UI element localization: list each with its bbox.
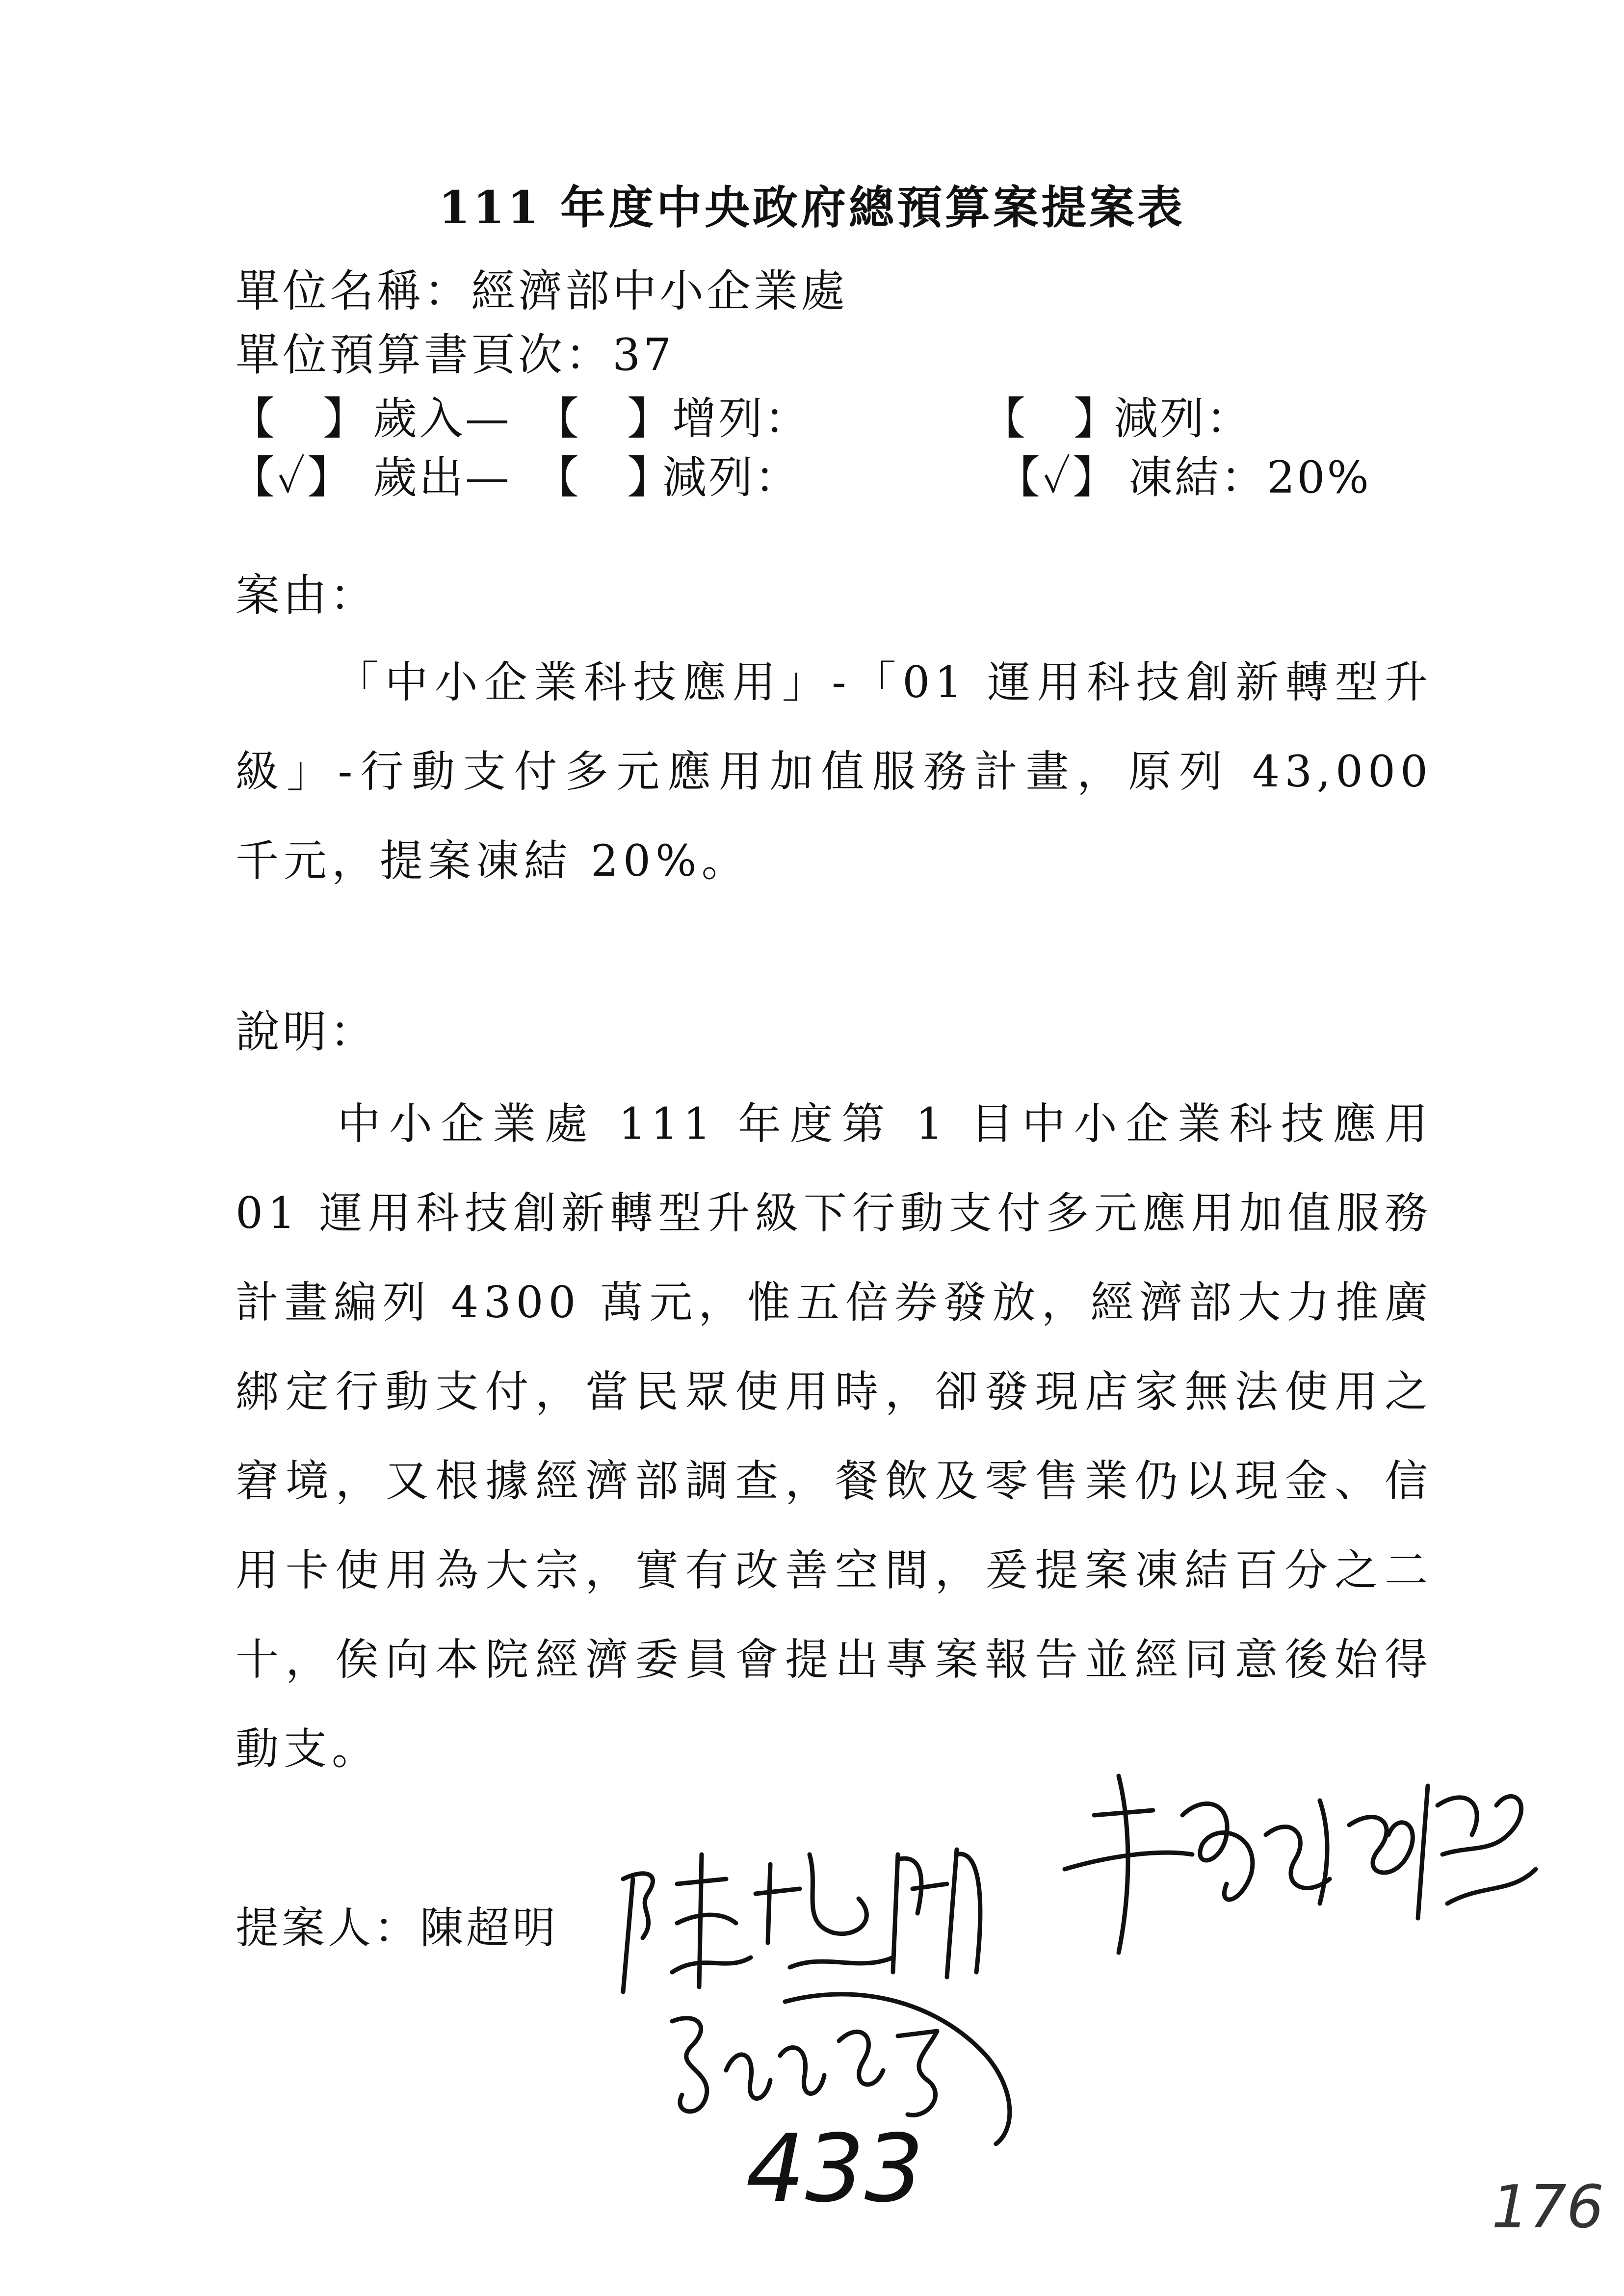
reason-heading: 案由： — [236, 570, 377, 621]
reason-paragraph — [236, 638, 1433, 906]
reason-text: 「中小企業科技應用」-「01 運用科技創新轉型升級」-行動支付多元應用加值服務計畫，原列 43,000 千元，提案凍結 20%。 — [236, 657, 1433, 886]
page-mark: 176 — [1492, 2173, 1604, 2242]
expenditure-checkbox: 【✓】 — [231, 452, 354, 503]
explanation-heading: 說明： — [236, 1006, 377, 1058]
proposer-label: 提案人：陳超明 — [236, 1903, 559, 1953]
revenue-decrease-label: 減列： — [1114, 393, 1252, 444]
explanation-text: 中小企業處 111 年度第 1 目中小企業科技應用 01 運用科技創新轉型升級下行動支付多元應用加值服務計畫編列 4300 萬元，惟五倍券發放，經濟部大力推廣綁定行動支付，當民眾使用時，卻發現店家無法使用之窘境，又根據經濟部調查，餐飲及零售業仍以現金、信用卡使用為大宗，實有改善空間，爰提案凍結百分之二十，俟向本院經濟委員會提出專案報告並經同意後始得動支。 — [236, 1098, 1433, 1774]
freeze-label: 凍結：20% — [1128, 452, 1371, 503]
form-title: 111 年度中央政府總預算案提案表 — [438, 181, 1186, 234]
unit-name: 單位名稱：經濟部中小企業處 — [236, 265, 848, 317]
revenue-label: 歲入— — [373, 393, 511, 444]
revenue-increase-label: 增列： — [672, 393, 811, 444]
expenditure-decrease-checkbox: 【 】 — [535, 452, 673, 503]
revenue-increase-checkbox: 【 】 — [535, 393, 673, 444]
freeze-checkbox: 【✓】 — [996, 452, 1119, 503]
revenue-checkbox: 【 】 — [231, 393, 369, 444]
handwritten-number: 433 — [746, 2114, 924, 2223]
expenditure-label: 歲出— — [373, 452, 511, 503]
revenue-decrease-checkbox: 【 】 — [981, 393, 1120, 444]
explanation-paragraph — [236, 1079, 1433, 1794]
expenditure-decrease-label: 減列： — [662, 452, 801, 503]
budget-page: 單位預算書頁次：37 — [236, 329, 675, 381]
signature-cosigner-1 — [1055, 1756, 1545, 1972]
